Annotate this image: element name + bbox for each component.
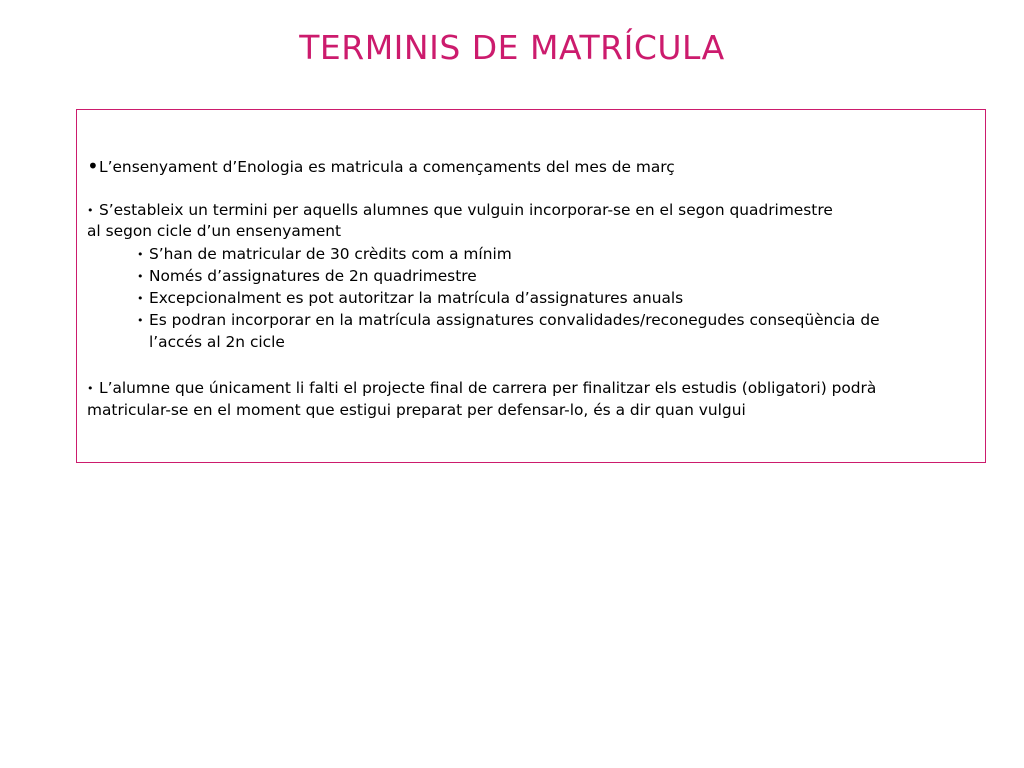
bullet-text: l’accés al 2n cicle [149, 333, 285, 351]
bullet-icon: • [87, 382, 94, 395]
bullet-item-second-term [87, 200, 833, 221]
bullet-text: Es podran incorporar en la matrícula assignatures convalidades/reconegudes conseqüència de [149, 311, 880, 329]
page-title: TERMINIS DE MATRÍCULA [299, 28, 725, 67]
bullet-text: L’alumne que únicament li falti el projecte final de carrera per finalitzar els estudis (obligatori) podrà [99, 379, 877, 397]
bullet-text: S’han de matricular de 30 crèdits com a mínim [149, 245, 512, 263]
bullet-text: matricular-se en el moment que estigui preparat per defensar-lo, és a dir quan vulgui [87, 401, 746, 419]
bullet-icon: • [87, 154, 99, 178]
bullet-text: al segon cicle d’un ensenyament [87, 222, 342, 240]
bullet-icon: • [137, 292, 144, 305]
bullet-icon: • [137, 314, 144, 327]
sub-bullet-item-convalidated [137, 310, 880, 331]
sub-bullet-item-credits [137, 244, 512, 265]
sub-bullet-item-convalidated-continued [149, 332, 285, 352]
bullet-text: Només d’assignatures de 2n quadrimestre [149, 267, 477, 285]
bullet-text: Excepcionalment es pot autoritzar la matrícula d’assignatures anuals [149, 289, 684, 307]
bullet-item-second-term-continued [87, 221, 341, 241]
bullet-icon: • [137, 270, 144, 283]
bullet-text: S’estableix un termini per aquells alumnes que vulguin incorporar-se en el segon quadrimestre [99, 201, 833, 219]
bullet-icon: • [87, 204, 94, 217]
content-box [76, 109, 986, 463]
bullet-item-final-project [87, 378, 876, 399]
sub-bullet-item-annual [137, 288, 683, 309]
bullet-icon: • [137, 248, 144, 261]
bullet-item-enrolment-period [87, 156, 675, 177]
bullet-text: L’ensenyament d’Enologia es matricula a començaments del mes de març [99, 158, 675, 176]
bullet-item-final-project-continued [87, 400, 746, 420]
sub-bullet-item-subjects [137, 266, 477, 287]
